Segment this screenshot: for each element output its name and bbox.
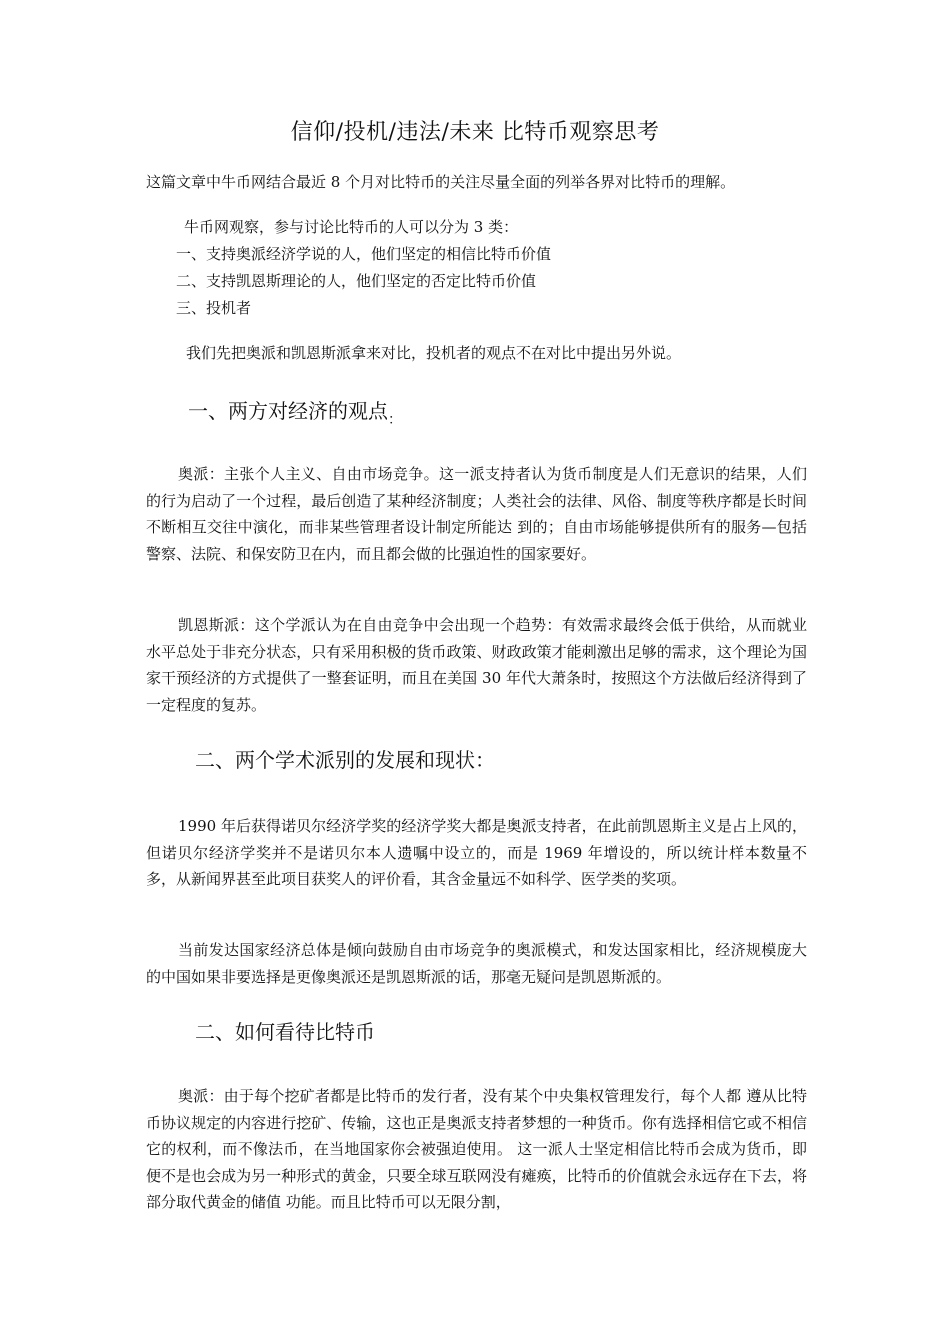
keynesian-view-paragraph: 凯恩斯派：这个学派认为在自由竞争中会出现一个趋势：有效需求最终会低于供给，从而就业水平总处于非充分状态，只有采用积极的货币政策、财政政策才能刺激出足够的需求，这个理论为国家干预经济的方式提供了一整套证明，而且在美国 30 年代大萧条时，按照这个方法做后经济得到了一定程度的复苏。 (146, 616, 807, 714)
bitcoin-austrian-paragraph: 奥派：由于每个挖矿者都是比特币的发行者，没有某个中央集权管理发行，每个人都 遵从比特币协议规定的内容进行挖矿、传输，这也正是奥派支持者梦想的一种货币。你有选择相信它或不相信它的权利，而不像法币，在当地国家你会被强迫使用。 这一派人士坚定相信比特币会成为货币，即便不是也会成为另一种形式的黄金，只要全球互联网没有瘫痪，比特币的价值就会永远存在下去，将部分取代黄金的储值 功能。而且比特币可以无限分割， (146, 1087, 807, 1211)
section-heading-1-mark: ： (388, 412, 402, 428)
observation-item: 一、支持奥派经济学说的人，他们坚定的相信比特币价值 (176, 245, 552, 263)
section-heading-3: 二、如何看待比特币 (195, 1020, 375, 1044)
austrian-view-paragraph: 奥派：主张个人主义、自由市场竞争。这一派支持者认为货币制度是人们无意识的结果，人们的行为启动了一个过程，最后创造了某种经济制度；人类社会的法律、风俗、制度等秩序都是长时间不断相互交往中演化，而非某些管理者设计制定所能达 到的；自由市场能够提供所有的服务—包括警察、法院、和保安防卫在内，而且都会做的比强迫性的国家要好。 (146, 465, 807, 563)
observation-lead: 牛币网观察，参与讨论比特币的人可以分为 3 类： (184, 218, 519, 236)
observation-item: 二、支持凯恩斯理论的人，他们坚定的否定比特币价值 (176, 272, 537, 290)
intro-paragraph: 这篇文章中牛币网结合最近 8 个月对比特币的关注尽量全面的列举各界对比特币的理解。 (146, 173, 736, 191)
nobel-paragraph: 1990 年后获得诺贝尔经济学奖的经济学奖大都是奥派支持者，在此前凯恩斯主义是占上风的，但诺贝尔经济学奖并不是诺贝尔本人遗嘱中设立的，而是 1969 年增设的，所以统计样本数量不多，从新闻界甚至此项目获奖人的评价看，其含金量远不如科学、医学类的奖项。 (146, 817, 807, 888)
section-heading-2: 二、两个学术派别的发展和现状： (195, 748, 495, 772)
document-title: 信仰/投机/违法/未来 比特币观察思考 (290, 120, 660, 145)
section-heading-1-text: 一、两方对经济的观点 (188, 399, 388, 423)
section-heading-1 (188, 396, 402, 435)
observation-item: 三、投机者 (176, 299, 252, 317)
current-state-paragraph: 当前发达国家经济总体是倾向鼓励自由市场竞争的奥派模式，和发达国家相比，经济规模庞大的中国如果非要选择是更像奥派还是凯恩斯派的话，那毫无疑问是凯恩斯派的。 (146, 941, 807, 986)
compare-note: 我们先把奥派和凯恩斯派拿来对比，投机者的观点不在对比中提出另外说。 (186, 344, 682, 362)
observation-list (176, 214, 551, 322)
